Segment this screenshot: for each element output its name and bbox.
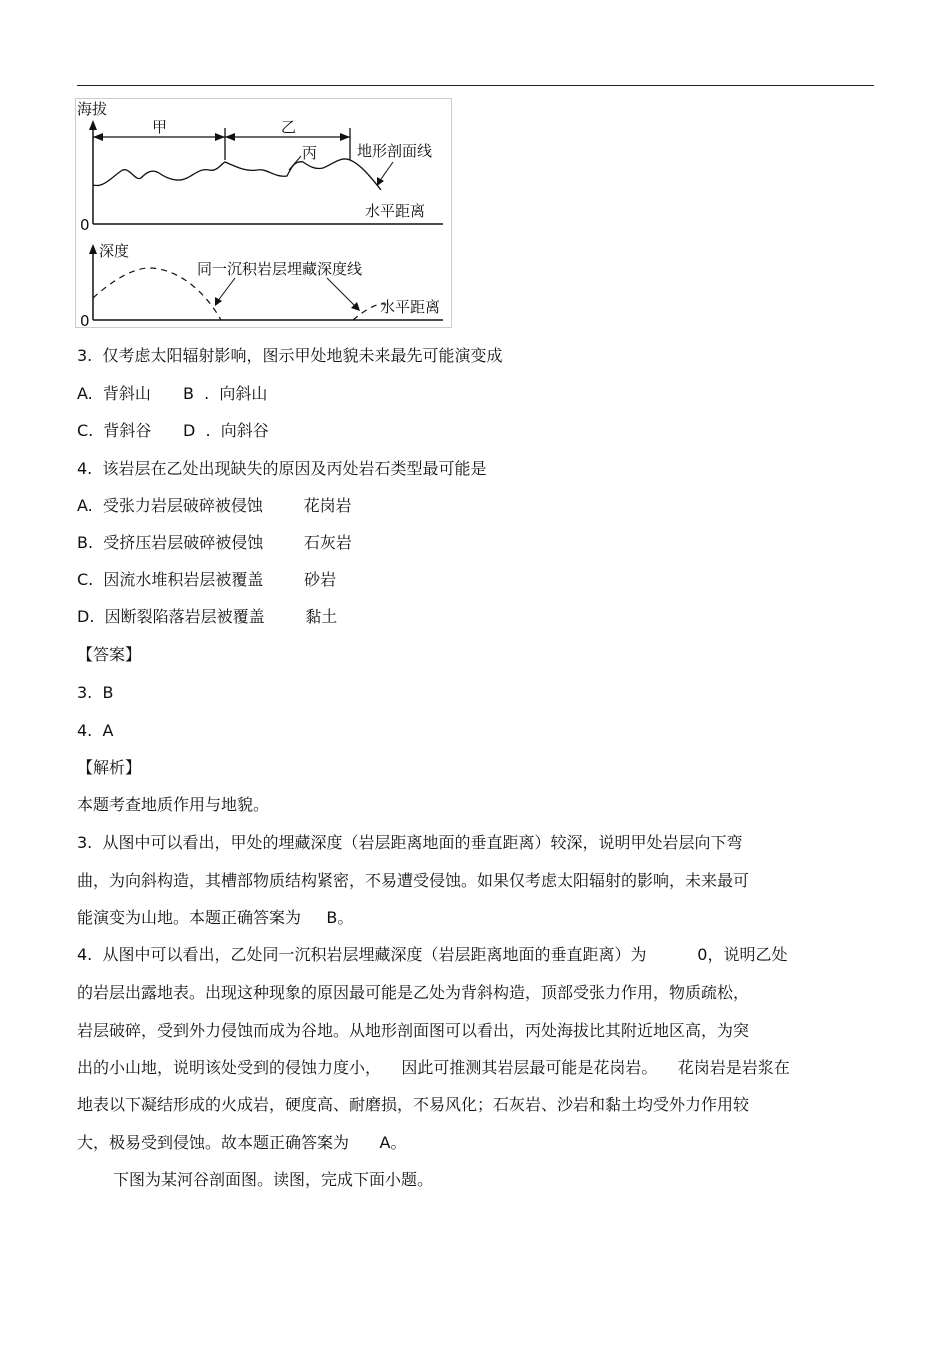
depth-axis-label: 深度 [99,242,130,260]
q3-option-d: D . 向斜谷 [183,421,269,440]
analysis-intro: 本题考查地质作用与地貌。 [77,795,270,814]
origin-label-bottom: 0 [80,312,90,328]
q3-option-a: A. 背斜山 [77,384,151,403]
terrain-profile-figure [75,98,452,328]
label-yi: 乙 [281,118,297,136]
q3-option-b: B . 向斜山 [183,384,268,403]
q4-option-d: D. 因断裂陷落岩层被覆盖 黏土 [77,607,338,626]
next-question-intro: 下图为某河谷剖面图。读图，完成下面小题。 [113,1170,434,1189]
horizontal-axis-label-bottom: 水平距离 [380,298,441,316]
analysis-3-line: 能演变为山地。本题正确答案为 B。 [77,908,354,927]
origin-label-top: 0 [80,216,90,234]
label-bing: 丙 [302,144,318,162]
analysis-4-line: 大，极易受到侵蚀。故本题正确答案为 A。 [77,1133,407,1152]
answer-4: 4. A [77,721,114,740]
analysis-4-line: 4. 从图中可以看出，乙处同一沉积岩层埋藏深度（岩层距离地面的垂直距离）为 0，说明乙处 [77,945,788,964]
analysis-4-line: 岩层破碎，受到外力侵蚀而成为谷地。从地形剖面图可以看出，丙处海拔比其附近地区高，为突 [77,1021,750,1040]
altitude-axis-label: 海拔 [77,100,108,118]
q3-stem: 3. 仅考虑太阳辐射影响，图示甲处地貌未来最先可能演变成 [77,346,503,365]
label-profile-line: 地形剖面线 [357,142,433,160]
analysis-3-line: 3. 从图中可以看出，甲处的埋藏深度（岩层距离地面的垂直距离）较深，说明甲处岩层向下弯 [77,833,743,852]
analysis-4-line: 的岩层出露地表。出现这种现象的原因最可能是乙处为背斜构造，顶部受张力作用，物质疏松， [77,983,750,1002]
q4-stem: 4. 该岩层在乙处出现缺失的原因及丙处岩石类型最可能是 [77,459,487,478]
terrain-profile-diagram [75,98,452,328]
label-burial-line: 同一沉积岩层埋藏深度线 [197,260,363,278]
q4-option-c: C. 因流水堆积岩层被覆盖 砂岩 [77,570,337,589]
top-rule [77,85,874,86]
analysis-heading: 【解析】 [77,758,142,777]
answer-3: 3. B [77,683,114,702]
answer-heading: 【答案】 [77,645,142,664]
q4-option-b: B. 受挤压岩层破碎被侵蚀 石灰岩 [77,533,352,552]
q4-option-a: A. 受张力岩层破碎被侵蚀 花岗岩 [77,496,352,515]
q3-option-c: C. 背斜谷 [77,421,152,440]
label-jia: 甲 [152,118,168,136]
analysis-4-line: 地表以下凝结形成的火成岩，硬度高、耐磨损，不易风化；石灰岩、沙岩和黏土均受外力作用较 [77,1095,750,1114]
horizontal-axis-label-top: 水平距离 [365,202,426,220]
analysis-3-line: 曲，为向斜构造，其槽部物质结构紧密，不易遭受侵蚀。如果仅考虑太阳辐射的影响，未来最可 [77,871,750,890]
analysis-4-line: 出的小山地，说明该处受到的侵蚀力度小， 因此可推测其岩层最可能是花岗岩。 花岗岩是岩浆在 [77,1058,790,1077]
